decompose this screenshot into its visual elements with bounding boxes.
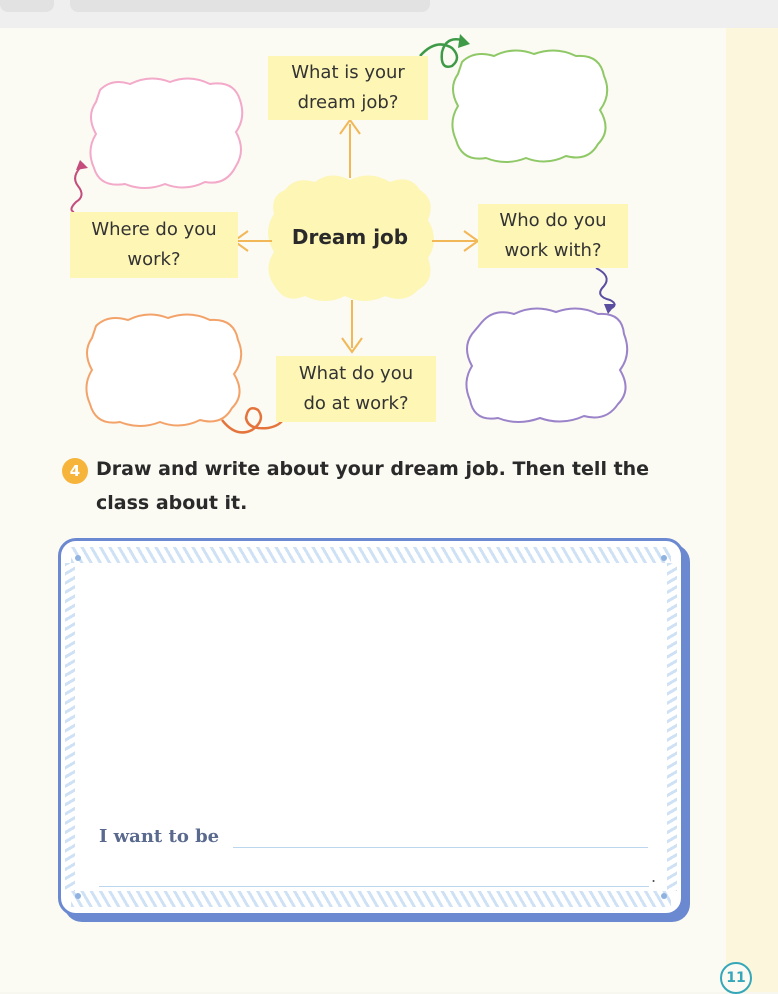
writing-line-2[interactable] [99,886,649,887]
cloud-purple [466,308,627,422]
corner-dot [75,555,81,561]
sentence-end-mark: . [651,867,657,886]
activity-number-badge: 4 [62,458,88,484]
question-where-work: Where do you work? [70,212,238,278]
writing-line-1[interactable] [233,847,648,848]
cloud-pink [90,78,242,188]
center-label: Dream job [291,225,409,249]
curl-orange [222,408,284,432]
question-who-work-with: Who do you work with? [478,204,628,268]
curl-purple [596,268,615,308]
page-number: 11 [720,962,752,994]
drawing-writing-box[interactable] [58,538,684,916]
stripe-border-bottom [71,891,671,907]
corner-dot [75,893,81,899]
question-dream-job: What is your dream job? [268,56,428,120]
sentence-starter: I want to be [99,826,220,847]
cloud-orange [86,314,241,426]
stripe-border-left [65,563,75,891]
curl-pink [71,164,84,212]
question-what-do-at-work: What do you do at work? [276,356,436,422]
activity-instruction: Draw and write about your dream job. Then tell the class about it. [96,458,650,514]
stripe-border-top [71,547,671,563]
corner-dot [661,555,667,561]
stripe-border-right [667,563,677,891]
corner-dot [661,893,667,899]
cloud-green [452,50,607,162]
